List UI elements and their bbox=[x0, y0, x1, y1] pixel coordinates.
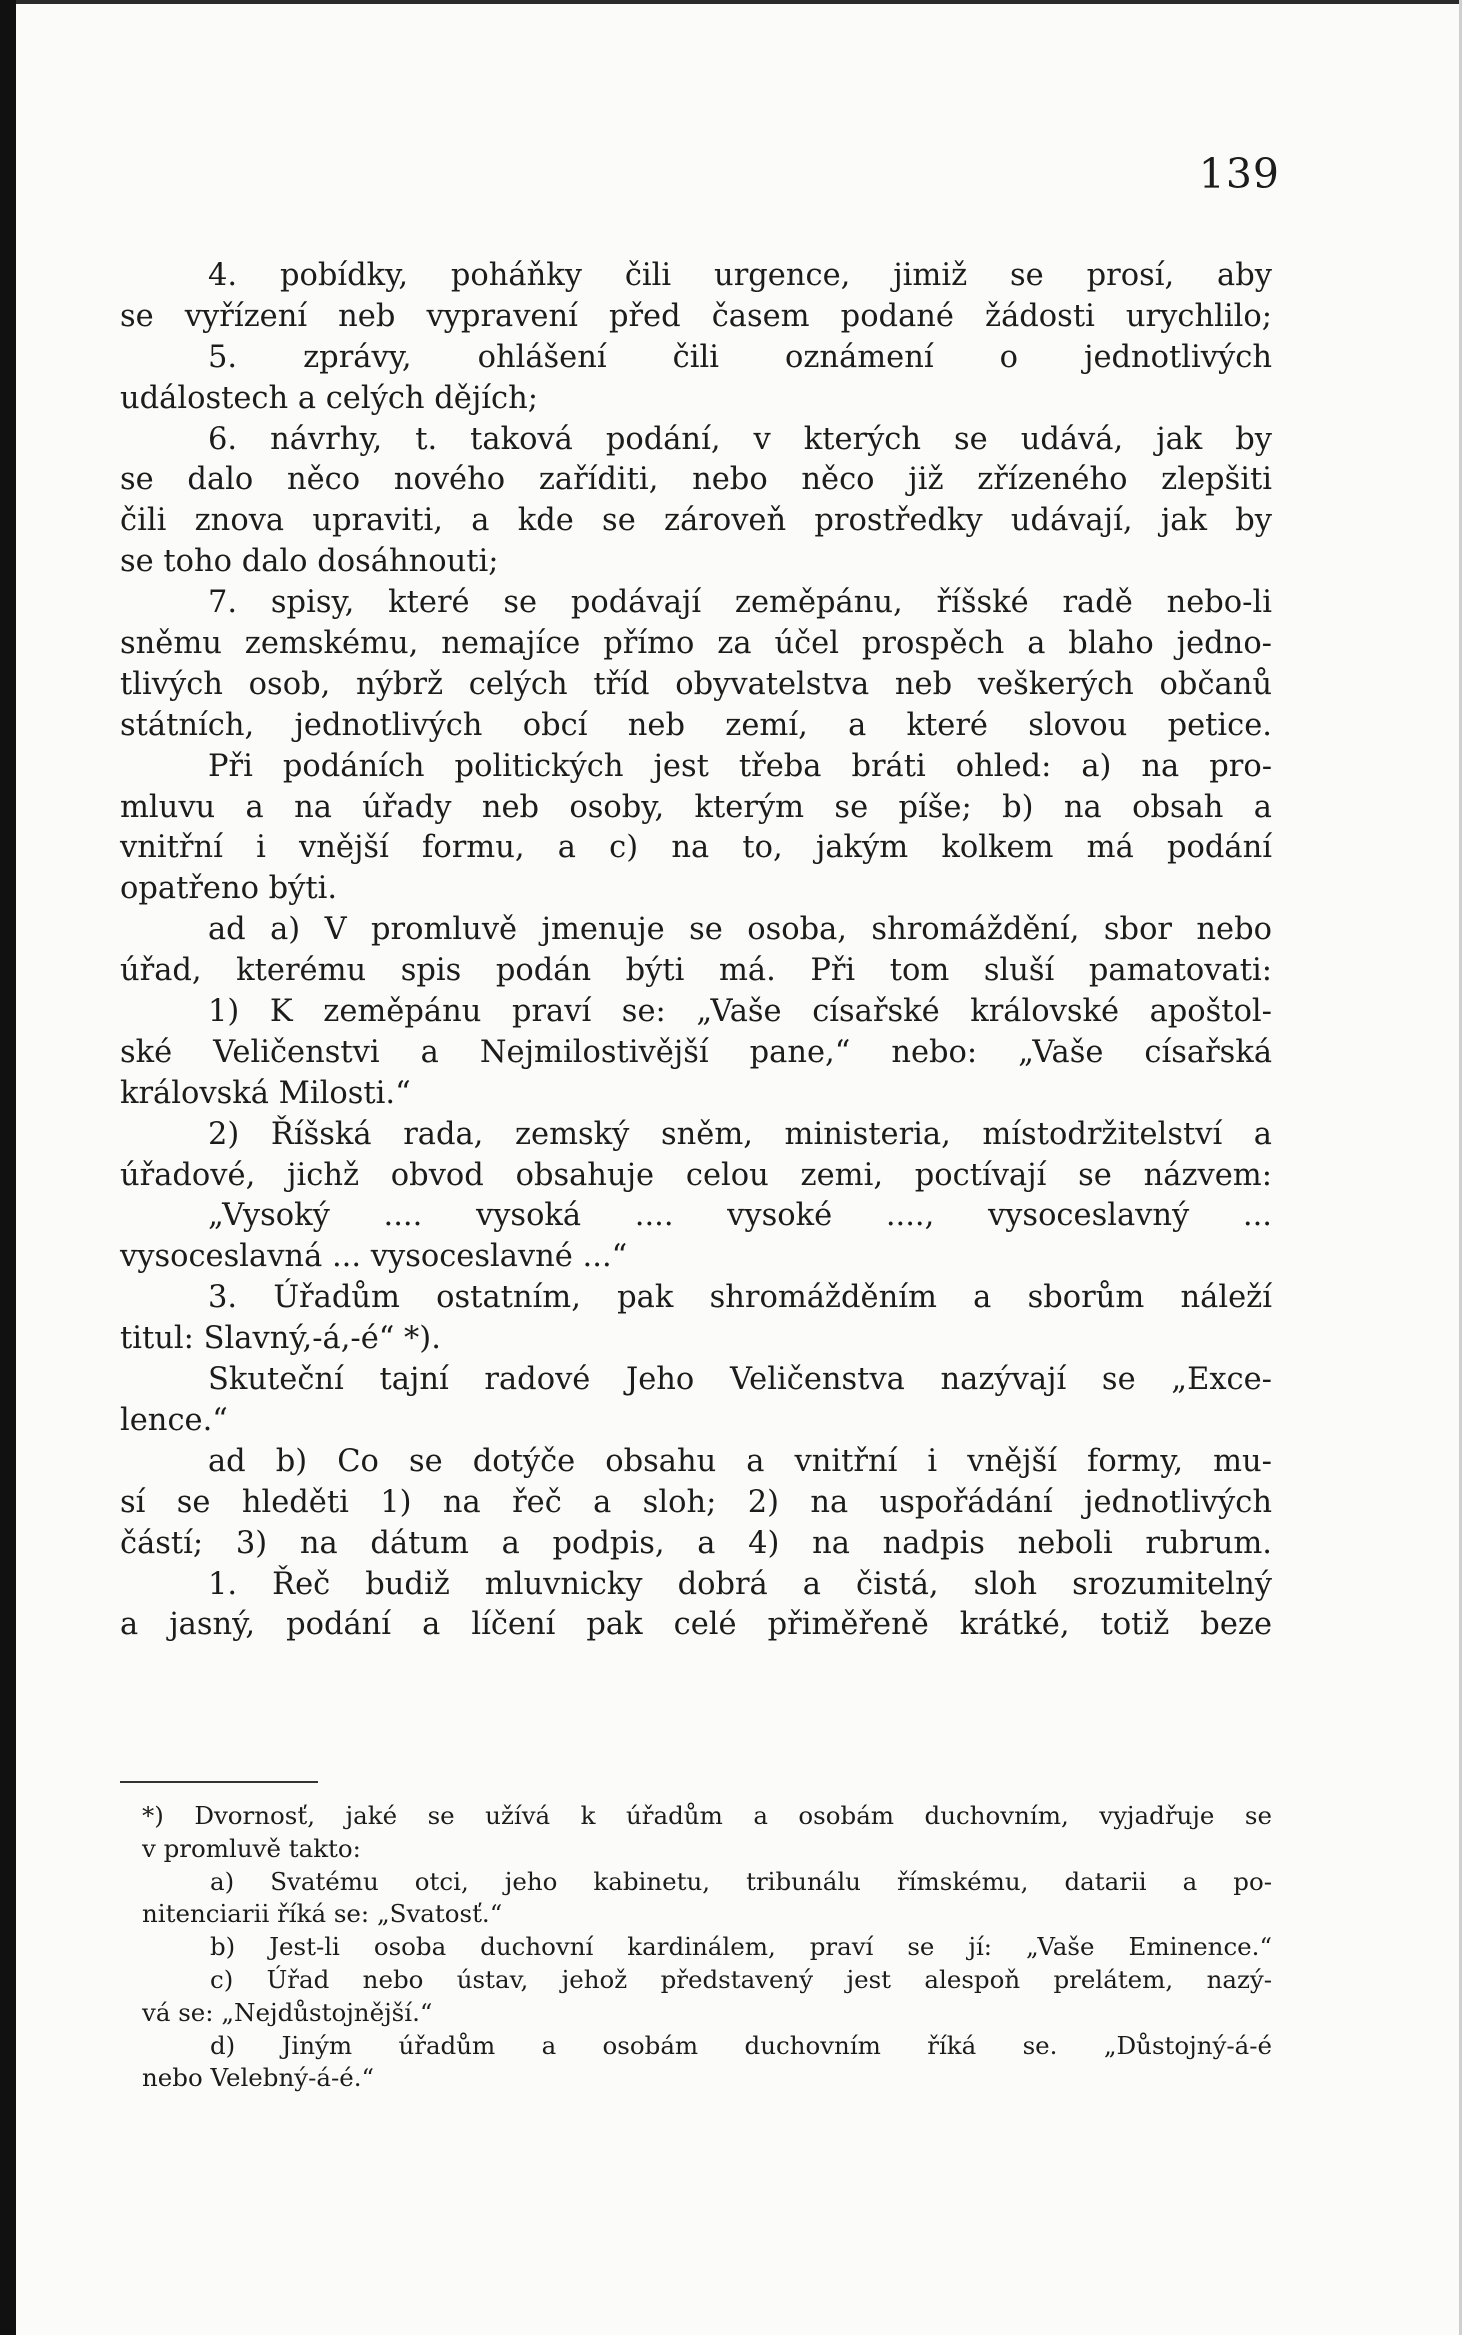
text-line: se vyřízení neb vypravení před časem podané žádosti urychlilo; bbox=[120, 298, 1272, 334]
text-line: „Vysoký .... vysoká .... vysoké ...., vysoceslavný ... bbox=[208, 1198, 1272, 1234]
text-line: úřad, kterému spis podán býti má. Při tom sluší pamatovati: bbox=[120, 953, 1272, 989]
text-line: 3. Úřadům ostatním, pak shromážděním a sborům náleží bbox=[208, 1280, 1272, 1316]
text-line: 7. spisy, které se podávají zeměpánu, říšské radě nebo-li bbox=[208, 585, 1272, 621]
text-line: ad b) Co se dotýče obsahu a vnitřní i vnější formy, mu- bbox=[208, 1443, 1272, 1479]
text-line: čili znova upraviti, a kde se zároveň prostředky udávají, jak by bbox=[120, 503, 1272, 539]
page-number: 139 bbox=[1198, 150, 1280, 198]
text-line: mluvu a na úřady neb osoby, kterým se píše; b) na obsah a bbox=[120, 789, 1272, 825]
text-line: a jasný, podání a líčení pak celé přiměřeně krátké, totiž beze bbox=[120, 1607, 1272, 1643]
text-line: královská Milosti.“ bbox=[120, 1075, 411, 1111]
text-line: událostech a celých dějích; bbox=[120, 380, 539, 416]
footnote-line: nebo Velebný-á-é.“ bbox=[142, 2063, 375, 2093]
text-line: ské Veličenstvi a Nejmilostivější pane,“ nebo: „Vaše císařská bbox=[120, 1034, 1272, 1070]
text-line: 6. návrhy, t. taková podání, v kterých se udává, jak by bbox=[208, 421, 1272, 457]
text-line: opatřeno býti. bbox=[120, 871, 338, 907]
text-line: titul: Slavný,-á,-é“ *). bbox=[120, 1321, 441, 1357]
text-line: Při podáních politických jest třeba bráti ohled: a) na pro- bbox=[208, 748, 1272, 784]
footnotes bbox=[120, 1800, 1272, 2095]
text-line: vnitřní i vnější formu, a c) na to, jakým kolkem má podání bbox=[120, 830, 1272, 866]
text-line: 5. zprávy, ohlášení čili oznámení o jednotlivých bbox=[208, 339, 1272, 375]
footnote-line: v promluvě takto: bbox=[142, 1833, 361, 1863]
footnote-line: a) Svatému otci, jeho kabinetu, tribunálu římskému, datarii a po- bbox=[210, 1866, 1272, 1896]
scan-top-edge bbox=[16, 0, 1462, 4]
text-line: 4. pobídky, poháňky čili urgence, jimiž se prosí, aby bbox=[208, 258, 1272, 293]
text-line: sí se hleděti 1) na řeč a sloh; 2) na uspořádání jednotlivých bbox=[120, 1484, 1272, 1520]
text-line: se dalo něco nového zaříditi, nebo něco již zřízeného zlepšiti bbox=[120, 462, 1272, 498]
text-line: sněmu zemskému, nemajíce přímo za účel prospěch a blaho jedno- bbox=[120, 626, 1272, 662]
footnote-line: d) Jiným úřadům a osobám duchovním říká se. „Důstojný-á-é bbox=[210, 2030, 1272, 2060]
text-line: 2) Říšská rada, zemský sněm, ministeria, místodržitelství a bbox=[208, 1116, 1272, 1152]
text-line: tlivých osob, nýbrž celých tříd obyvatelstva neb veškerých občanů bbox=[120, 666, 1272, 702]
footnote-line: vá se: „Nejdůstojnější.“ bbox=[142, 1997, 433, 2027]
text-line: Skuteční tajní radové Jeho Veličenstva nazývají se „Exce- bbox=[208, 1362, 1272, 1398]
footnote-line: nitenciarii říká se: „Svatosť.“ bbox=[142, 1899, 503, 1929]
text-line: ad a) V promluvě jmenuje se osoba, shromáždění, sbor nebo bbox=[208, 912, 1272, 948]
text-line: částí; 3) na dátum a podpis, a 4) na nadpis neboli rubrum. bbox=[120, 1525, 1272, 1561]
text-line: státních, jednotlivých obcí neb zemí, a které slovou petice. bbox=[120, 707, 1272, 743]
scan-left-edge bbox=[0, 0, 16, 2335]
footnote-line: c) Úřad nebo ústav, jehož představený jest alespoň prelátem, nazý- bbox=[210, 1964, 1272, 1994]
footnote-rule bbox=[120, 1781, 318, 1783]
footnote-line: b) Jest-li osoba duchovní kardinálem, praví se jí: „Vaše Eminence.“ bbox=[210, 1932, 1272, 1962]
body-text bbox=[120, 256, 1272, 1646]
footnote-line: *) Dvornosť, jaké se užívá k úřadům a osobám duchovním, vyjadřuje se bbox=[142, 1801, 1272, 1830]
text-line: 1) K zeměpánu praví se: „Vaše císařské královské apoštol- bbox=[208, 994, 1272, 1030]
text-line: úřadové, jichž obvod obsahuje celou zemi, poctívají se názvem: bbox=[120, 1157, 1272, 1193]
text-line: se toho dalo dosáhnouti; bbox=[120, 544, 499, 580]
text-line: lence.“ bbox=[120, 1402, 228, 1438]
text-line: 1. Řeč budiž mluvnicky dobrá a čistá, sloh srozumitelný bbox=[208, 1566, 1272, 1602]
text-line: vysoceslavná ... vysoceslavné ...“ bbox=[120, 1239, 628, 1275]
